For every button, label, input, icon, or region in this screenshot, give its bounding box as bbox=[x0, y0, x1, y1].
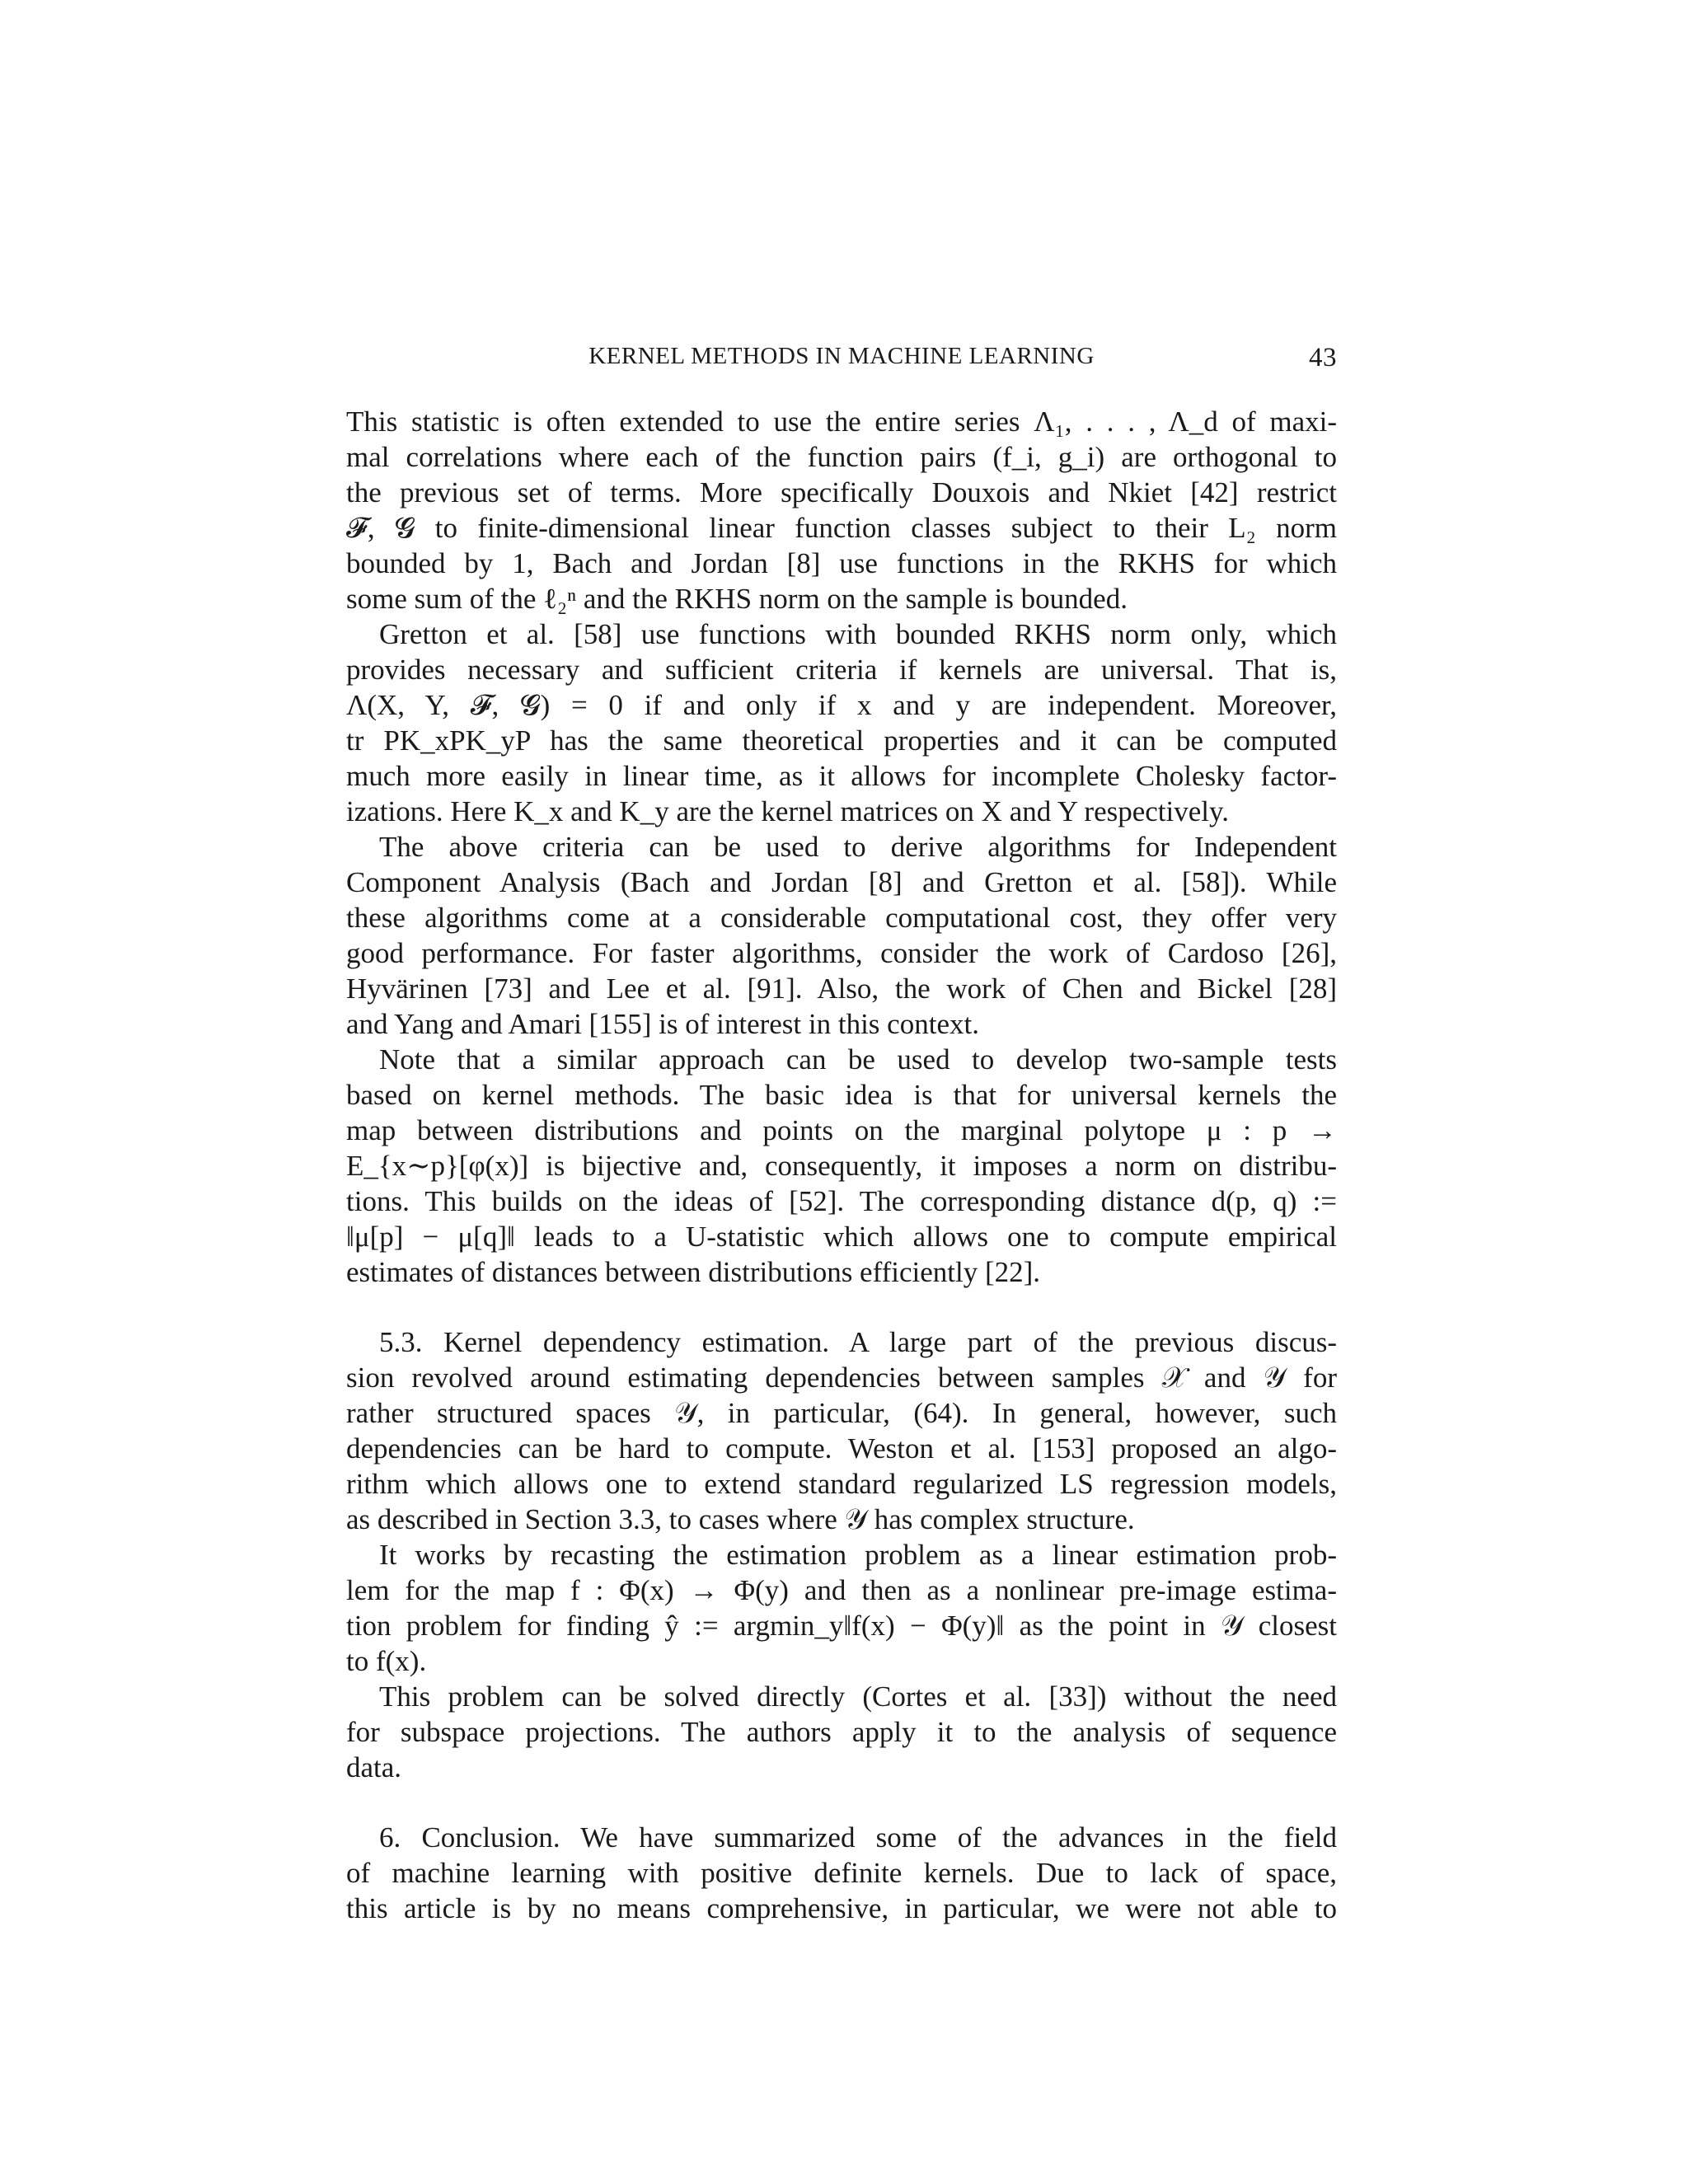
text-line: Gretton et al. [58] use functions with bounded RKHS norm only, which bbox=[379, 618, 1337, 650]
text-line: some sum of the ℓ₂ⁿ and the RKHS norm on the sample is bounded. bbox=[346, 583, 1128, 615]
text-line: tion problem for finding ŷ := argmin_y‖f(x) − Φ(y)‖ as the point in 𝒴 closest bbox=[346, 1610, 1337, 1642]
text-line: of machine learning with positive definite kernels. Due to lack of space, bbox=[346, 1857, 1337, 1889]
text-line: izations. Here K_x and K_y are the kernel matrices on X and Y respectively. bbox=[346, 795, 1229, 827]
text-line: for subspace projections. The authors apply it to the analysis of sequence bbox=[346, 1716, 1337, 1748]
text-line: estimates of distances between distributions efficiently [22]. bbox=[346, 1256, 1041, 1288]
text-line: much more easily in linear time, as it allows for incomplete Cholesky factor- bbox=[346, 760, 1337, 792]
text-line: based on kernel methods. The basic idea is that for universal kernels the bbox=[346, 1079, 1337, 1111]
text-line: Component Analysis (Bach and Jordan [8] and Gretton et al. [58]). While bbox=[346, 866, 1337, 898]
text-line: lem for the map f : Φ(x) → Φ(y) and then as a nonlinear pre-image estima- bbox=[346, 1574, 1337, 1606]
section-gap bbox=[346, 1290, 1337, 1324]
text-line: E_{x∼p}[φ(x)] is bijective and, consequently, it imposes a norm on distribu- bbox=[346, 1150, 1337, 1182]
text-line: It works by recasting the estimation problem as a linear estimation prob- bbox=[379, 1539, 1337, 1571]
text-line: sion revolved around estimating dependencies between samples 𝒳 and 𝒴 for bbox=[346, 1361, 1337, 1394]
text-line: rithm which allows one to extend standard regularized LS regression models, bbox=[346, 1468, 1337, 1500]
text-line: This problem can be solved directly (Cortes et al. [33]) without the need bbox=[379, 1680, 1337, 1713]
text-line: tr PK_xPK_yP has the same theoretical properties and it can be computed bbox=[346, 724, 1337, 757]
text-line: 5.3. Kernel dependency estimation. A large part of the previous discus- bbox=[379, 1326, 1337, 1358]
section-gap bbox=[346, 1785, 1337, 1820]
text-line: tions. This builds on the ideas of [52]. The corresponding distance d(p, q) := bbox=[346, 1185, 1337, 1217]
text-line: and Yang and Amari [155] is of interest in this context. bbox=[346, 1008, 979, 1040]
text-line: ‖μ[p] − μ[q]‖ leads to a U-statistic which allows one to compute empirical bbox=[346, 1221, 1337, 1253]
text-line: Λ(X, Y, 𝓕, 𝓖) = 0 if and only if x and y are independent. Moreover, bbox=[346, 689, 1337, 721]
text-line: good performance. For faster algorithms, consider the work of Cardoso [26], bbox=[346, 937, 1337, 969]
text-line: as described in Section 3.3, to cases where 𝒴 has complex structure. bbox=[346, 1503, 1135, 1535]
text-line: The above criteria can be used to derive algorithms for Independent bbox=[379, 831, 1337, 863]
text-line: 𝓕, 𝓖 to finite-dimensional linear function classes subject to their L₂ norm bbox=[346, 512, 1337, 544]
text-line: this article is by no means comprehensive, in particular, we were not able to bbox=[346, 1892, 1337, 1924]
text-line: to f(x). bbox=[346, 1645, 427, 1677]
text-line: these algorithms come at a considerable computational cost, they offer very bbox=[346, 902, 1337, 934]
text-line: dependencies can be hard to compute. Weston et al. [153] proposed an algo- bbox=[346, 1432, 1337, 1465]
text-line: rather structured spaces 𝒴, in particular, (64). In general, however, such bbox=[346, 1397, 1337, 1429]
text-line: 6. Conclusion. We have summarized some of the advances in the field bbox=[379, 1821, 1337, 1854]
page-header bbox=[346, 343, 1337, 376]
page-number: 43 bbox=[1309, 343, 1337, 373]
text-line: mal correlations where each of the function pairs (f_i, g_i) are orthogonal to bbox=[346, 441, 1337, 473]
text-line: Hyvärinen [73] and Lee et al. [91]. Also, the work of Chen and Bickel [28] bbox=[346, 972, 1337, 1005]
text-line: This statistic is often extended to use the entire series Λ₁, . . . , Λ_d of maxi- bbox=[346, 405, 1337, 438]
running-title: KERNEL METHODS IN MACHINE LEARNING bbox=[588, 343, 1095, 369]
body-text bbox=[346, 404, 1337, 1926]
text-line: map between distributions and points on the marginal polytope μ : p → bbox=[346, 1114, 1337, 1146]
text-line: data. bbox=[346, 1751, 402, 1783]
text-line: the previous set of terms. More specifically Douxois and Nkiet [42] restrict bbox=[346, 476, 1337, 509]
text-line: Note that a similar approach can be used to develop two-sample tests bbox=[379, 1043, 1337, 1076]
text-line: bounded by 1, Bach and Jordan [8] use functions in the RKHS for which bbox=[346, 547, 1337, 579]
text-line: provides necessary and sufficient criteria if kernels are universal. That is, bbox=[346, 654, 1337, 686]
